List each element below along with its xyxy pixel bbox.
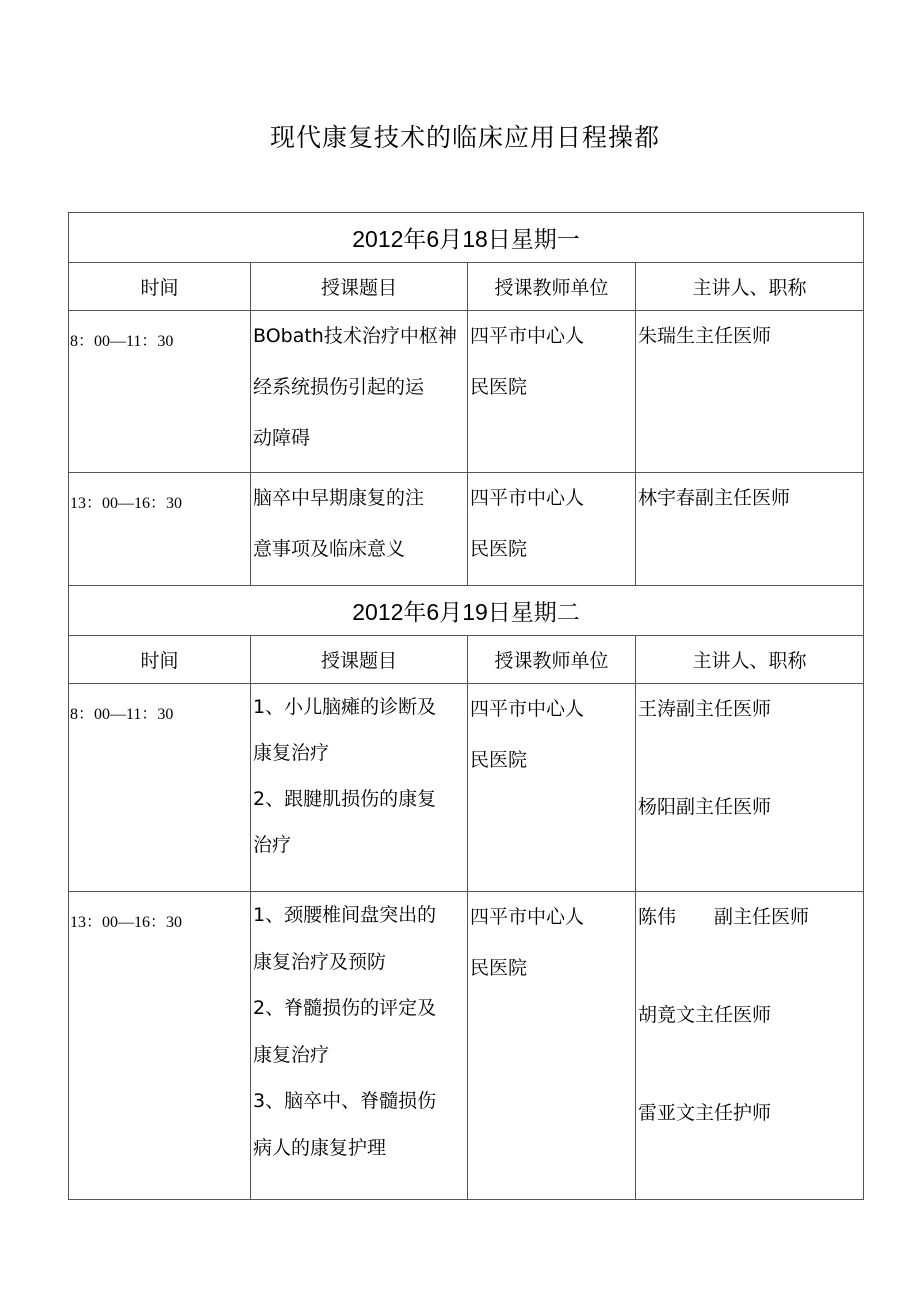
session-time: 8：00—11：30	[69, 311, 251, 473]
header-time: 时间	[69, 636, 251, 684]
speaker-name: 林宇春副主任医师	[638, 487, 791, 509]
session-row	[69, 473, 864, 586]
unit-line: 四平市中心人	[470, 698, 585, 720]
header-unit: 授课教师单位	[468, 636, 636, 684]
header-speaker: 主讲人、职称	[636, 263, 864, 311]
session-time: 13：00—16：30	[69, 892, 251, 1200]
unit-line: 民医院	[470, 538, 528, 560]
header-topic: 授课题目	[251, 636, 468, 684]
speaker-name: 王涛副主任医师	[638, 698, 772, 720]
unit-line: 四平市中心人	[470, 906, 585, 928]
topic-line: 经系统损伤引起的运	[253, 376, 425, 398]
session-topic	[251, 311, 468, 473]
header-unit: 授课教师单位	[468, 263, 636, 311]
session-unit	[468, 473, 636, 586]
topic-line: 康复治疗	[253, 742, 330, 764]
topic-line: 2、脊髓损伤的评定及	[253, 997, 437, 1019]
speaker-name: 杨阳副主任医师	[638, 796, 772, 818]
unit-line: 四平市中心人	[470, 487, 585, 509]
topic-line: 康复治疗	[253, 1043, 330, 1066]
unit-line: 民医院	[470, 749, 528, 771]
header-row	[69, 636, 864, 684]
session-time: 8：00—11：30	[69, 684, 251, 892]
topic-line: 3、脑卒中、脊髓损伤	[253, 1090, 437, 1112]
topic-line: 意事项及临床意义	[253, 538, 406, 560]
topic-line: 病人的康复护理	[253, 1136, 387, 1159]
day-label: 2012年6月18日星期一	[69, 213, 864, 263]
topic-line: 治疗	[253, 834, 292, 856]
session-unit	[468, 892, 636, 1200]
session-time: 13：00—16：30	[69, 473, 251, 586]
session-row	[69, 892, 864, 1200]
unit-line: 四平市中心人	[470, 325, 585, 347]
header-topic: 授课题目	[251, 263, 468, 311]
session-speaker	[636, 473, 864, 586]
schedule-table	[68, 212, 864, 1200]
speaker-name: 胡竟文主任医师	[638, 1004, 772, 1026]
topic-line: BObath技术治疗中枢神	[253, 325, 457, 347]
topic-line: 脑卒中早期康复的注	[253, 487, 425, 509]
session-row	[69, 311, 864, 473]
session-unit	[468, 684, 636, 892]
day-label: 2012年6月19日星期二	[69, 586, 864, 636]
topic-line: 1、颈腰椎间盘突出的	[253, 904, 437, 926]
session-topic	[251, 473, 468, 586]
speaker-name: 雷亚文主任护师	[638, 1102, 772, 1124]
header-row	[69, 263, 864, 311]
topic-line: 康复治疗及预防	[253, 950, 387, 973]
topic-line: 2、跟腱肌损伤的康复	[253, 788, 437, 810]
day-row	[69, 213, 864, 263]
session-unit	[468, 311, 636, 473]
unit-line: 民医院	[470, 376, 528, 398]
header-speaker: 主讲人、职称	[636, 636, 864, 684]
topic-line: 1、小儿脑瘫的诊断及	[253, 696, 437, 718]
day-row	[69, 586, 864, 636]
speaker-name: 朱瑞生主任医师	[638, 325, 772, 347]
topic-line: 动障碍	[253, 427, 311, 449]
session-topic	[251, 684, 468, 892]
session-speaker	[636, 311, 864, 473]
session-row	[69, 684, 864, 892]
session-speaker	[636, 892, 864, 1200]
page-title: 现代康复技术的临床应用日程操都	[269, 123, 660, 152]
header-time: 时间	[69, 263, 251, 311]
session-speaker	[636, 684, 864, 892]
session-topic	[251, 892, 468, 1200]
speaker-name: 陈伟 副主任医师	[638, 906, 810, 928]
unit-line: 民医院	[470, 957, 528, 979]
